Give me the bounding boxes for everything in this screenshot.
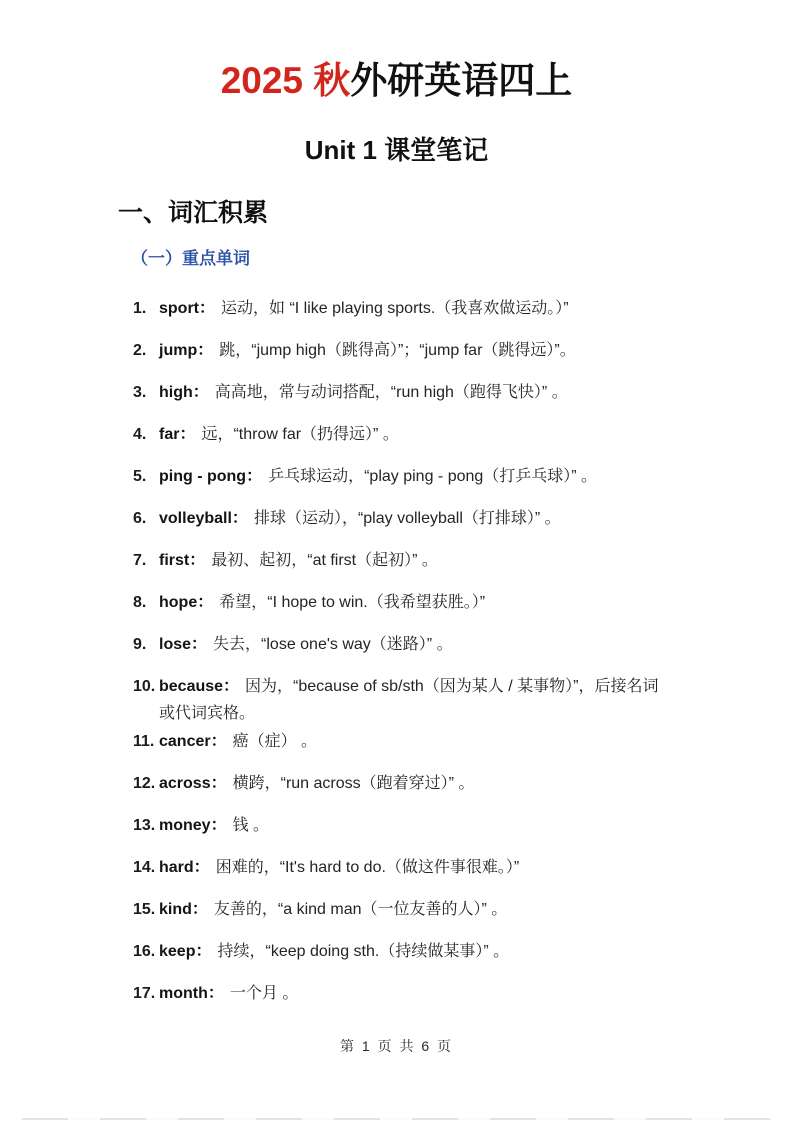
vocab-list — [133, 294, 781, 1008]
vocab-item-content — [159, 588, 779, 617]
vocab-item-number: 14. — [133, 859, 156, 876]
vocab-item — [133, 727, 781, 756]
vocab-term: ping - pong： — [159, 468, 263, 485]
vocab-term: keep： — [159, 943, 212, 960]
vocab-item-content — [159, 672, 779, 727]
vocab-item — [133, 672, 781, 727]
vocab-item — [133, 895, 781, 924]
vocab-term: high： — [159, 384, 209, 401]
vocab-item-content — [159, 504, 779, 533]
vocab-item — [133, 588, 781, 617]
vocab-item-content — [159, 769, 779, 798]
vocab-item-number: 7. — [133, 552, 147, 569]
vocab-term: sport： — [159, 300, 216, 317]
vocab-item — [133, 630, 781, 659]
vocab-term: far： — [159, 426, 196, 443]
title-course-name: 外研英语四上 — [350, 60, 573, 101]
vocab-item-content — [159, 420, 779, 449]
next-page-edge-artifact — [22, 1118, 771, 1120]
vocab-definition: 友善的，“a kind man（一位友善的人）” 。 — [213, 901, 508, 918]
vocab-term: kind： — [159, 901, 208, 918]
vocab-definition: 失去，“lose one's way（迷路）” 。 — [213, 636, 453, 653]
vocab-item-number: 9. — [133, 636, 147, 653]
title-year-season: 2025 秋 — [220, 60, 351, 101]
vocab-item-number: 5. — [133, 468, 147, 485]
vocab-item-content — [159, 853, 779, 882]
vocab-term: across： — [159, 775, 227, 792]
vocab-definition: 排球（运动），“play volleyball（打排球）” 。 — [253, 510, 561, 527]
vocab-item-number: 12. — [133, 775, 156, 792]
vocab-item-content — [159, 546, 779, 575]
vocab-definition: 希望，“I hope to win.（我希望获胜。）” — [219, 594, 486, 611]
vocab-item-content — [159, 462, 779, 491]
vocab-definition: 最初、起初，“at first（起初）” 。 — [211, 552, 438, 569]
vocab-item — [133, 462, 781, 491]
unit-subtitle: Unit 1 课堂笔记 — [304, 135, 489, 165]
page-number-footer: 第 1 页 共 6 页 — [339, 1038, 454, 1054]
vocab-term: first： — [159, 552, 206, 569]
vocab-item — [133, 420, 781, 449]
vocab-term: lose： — [159, 636, 208, 653]
vocab-item — [133, 336, 781, 365]
vocab-item — [133, 979, 781, 1008]
vocab-item-content — [159, 727, 779, 756]
vocab-term: cancer： — [159, 733, 227, 750]
vocab-item-number: 17. — [133, 985, 156, 1002]
vocab-item-number: 6. — [133, 510, 147, 527]
subsection-heading-key-words: （一）重点单词 — [131, 249, 250, 268]
vocab-definition: 因为，“because of sb/sth（因为某人 / 某事物）”，后接名词 — [245, 678, 659, 695]
vocab-term: hard： — [159, 859, 210, 876]
vocab-item-number: 1. — [133, 300, 147, 317]
vocab-term: because： — [159, 678, 240, 695]
vocab-item-number: 13. — [133, 817, 156, 834]
vocab-term: jump： — [159, 342, 214, 359]
vocab-item-content — [159, 979, 779, 1008]
vocab-item-number: 3. — [133, 384, 147, 401]
vocab-definition: 困难的，“It's hard to do.（做这件事很难。）” — [215, 859, 520, 876]
vocab-item — [133, 937, 781, 966]
vocab-term: hope： — [159, 594, 214, 611]
vocab-definition: 钱 。 — [232, 817, 270, 834]
vocab-item — [133, 504, 781, 533]
vocab-item — [133, 769, 781, 798]
vocab-item — [133, 811, 781, 840]
vocab-term: money： — [159, 817, 227, 834]
vocab-definition: 持续，“keep doing sth.（持续做某事）” 。 — [217, 943, 510, 960]
vocab-item-number: 10. — [133, 678, 156, 695]
vocab-item-number: 15. — [133, 901, 156, 918]
vocab-item-content — [159, 811, 779, 840]
vocab-item-number: 11. — [133, 733, 155, 750]
vocab-definition-continued: 或代词宾格。 — [159, 705, 256, 722]
vocab-item — [133, 294, 781, 323]
vocab-definition: 运动，如 “I like playing sports.（我喜欢做运动。）” — [221, 300, 569, 317]
vocab-item-content — [159, 378, 779, 407]
vocab-definition: 一个月 。 — [229, 985, 299, 1002]
vocab-item-content — [159, 630, 779, 659]
vocab-item-number: 4. — [133, 426, 147, 443]
vocab-term: volleyball： — [159, 510, 248, 527]
section-heading-vocabulary: 一、词汇积累 — [118, 199, 269, 227]
vocab-item — [133, 546, 781, 575]
vocab-term: month： — [159, 985, 224, 1002]
vocab-definition: 横跨，“run across（跑着穿过）” 。 — [232, 775, 475, 792]
vocab-item-content — [159, 294, 779, 323]
vocab-item — [133, 378, 781, 407]
page-title — [0, 56, 793, 106]
vocab-definition: 高高地，常与动词搭配，“run high（跑得飞快）” 。 — [214, 384, 568, 401]
vocab-definition: 跳，“jump high（跳得高）”；“jump far（跳得远）”。 — [219, 342, 576, 359]
vocab-item-content — [159, 895, 779, 924]
vocab-item-content — [159, 336, 779, 365]
vocab-item-content — [159, 937, 779, 966]
vocab-item-number: 2. — [133, 342, 147, 359]
vocab-definition: 远，“throw far（扔得远）” 。 — [201, 426, 399, 443]
vocab-item-number: 8. — [133, 594, 147, 611]
vocab-item-number: 16. — [133, 943, 156, 960]
vocab-definition: 乒乓球运动，“play ping - pong（打乒乓球）” 。 — [268, 468, 598, 485]
vocab-item — [133, 853, 781, 882]
vocab-definition: 癌（症） 。 — [232, 733, 318, 750]
